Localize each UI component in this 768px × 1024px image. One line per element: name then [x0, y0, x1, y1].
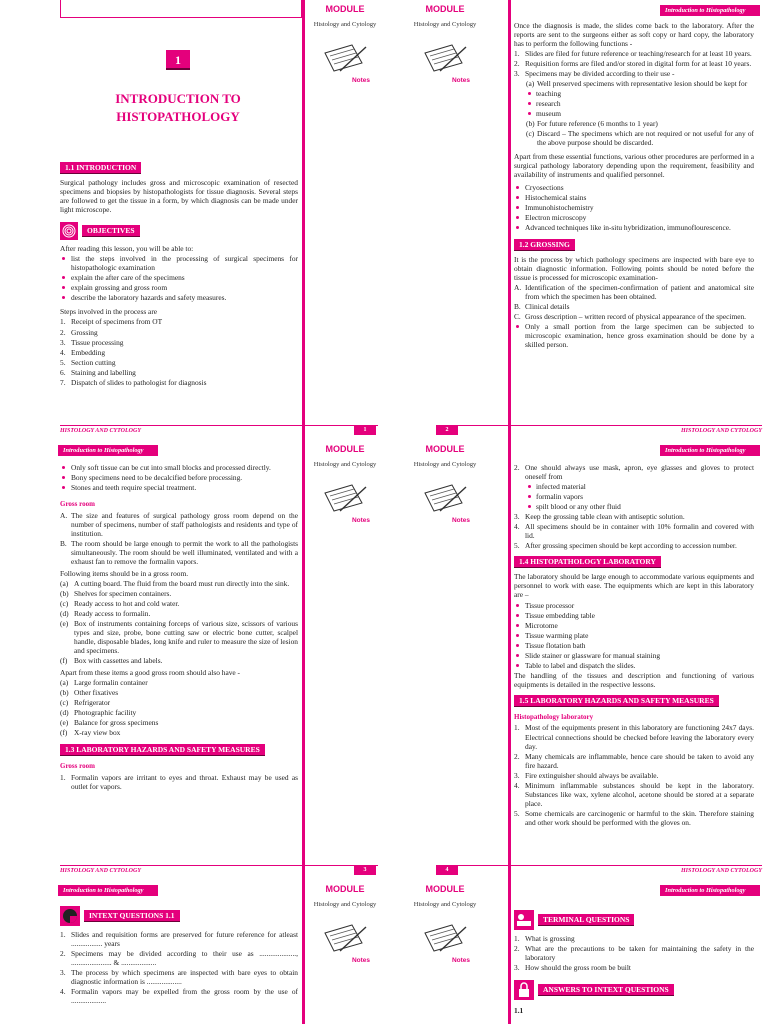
- list-item: [60, 609, 298, 618]
- side-panel: [306, 440, 384, 525]
- precautions-list: [514, 463, 754, 481]
- item-marker: 4.: [60, 347, 66, 357]
- item-text: After grossing specimen should be kept according to accession number.: [525, 541, 737, 551]
- item-text: Section cutting: [71, 357, 116, 367]
- item-text: Box of instruments containing forceps of various size, scissors of various types and size, probe, bone cutting saw or electric bone cutter, scalpel handle, disposable blades, long knife and ruler to measure the size of lesion and specimens.: [74, 618, 298, 656]
- list-item: [514, 312, 754, 321]
- module-label: MODULE: [325, 444, 365, 454]
- notes-icon: [422, 481, 468, 515]
- item-text: Balance for gross specimens: [74, 718, 159, 728]
- item-marker: 2.: [60, 327, 66, 337]
- notes-label: Notes: [451, 76, 470, 84]
- list-item: Tissue embedding table: [514, 611, 754, 620]
- list-item: Bony specimens need to be decalcified before processing.: [60, 473, 298, 482]
- item-marker: (d): [60, 608, 69, 618]
- module-subtitle: Histology and Cytology: [313, 20, 377, 28]
- list-item: [514, 512, 754, 521]
- steps-lead: Steps involved in the process are: [60, 307, 158, 317]
- notes-label: Notes: [351, 516, 370, 524]
- item-marker: C.: [514, 311, 521, 321]
- item-text: Shelves for specimen containers.: [74, 588, 172, 598]
- list-item: [60, 338, 298, 347]
- list-item: [60, 718, 298, 727]
- item-text: Other fixatives: [74, 688, 119, 698]
- footer-title: HISTOLOGY AND CYTOLOGY: [60, 428, 141, 434]
- section-heading: 1.4 HISTOPATHOLOGY LABORATORY: [514, 556, 661, 568]
- item-text: X-ray view box: [74, 728, 121, 738]
- grossing-points: [514, 283, 754, 321]
- intext-questions: [60, 930, 298, 1005]
- item-text: Grossing: [71, 327, 98, 337]
- grossing-note: [514, 322, 754, 349]
- item-text: Minimum inflammable substances should be kept in the laboratory. Substances like wax, xylene alcohol, acetone should be stored at a separate place.: [525, 780, 754, 808]
- module-subtitle: Histology and Cytology: [313, 900, 377, 908]
- item-marker: 2.: [514, 463, 520, 472]
- item-marker: 2.: [514, 944, 520, 954]
- item-text: Staining and labelling: [71, 367, 136, 377]
- item-marker: 2.: [60, 949, 66, 959]
- item-text: Keep the grossing table clean with antiseptic solution.: [525, 512, 685, 522]
- item-text: Ready access to hot and cold water.: [74, 598, 180, 608]
- apart-lead: Apart from these items a good gross room should also have -: [60, 668, 241, 678]
- list-item: [514, 752, 754, 770]
- list-item: teaching: [514, 89, 754, 98]
- list-item: [60, 688, 298, 697]
- hazard-list: 1. Formalin vapors are irritant to eyes and throat. Exhaust may be used as outlet for vapors.: [60, 773, 298, 792]
- use-list: (a) Well preserved specimens with representative lesion should be kept for: [526, 79, 748, 89]
- list-item: Histochemical stains: [514, 193, 754, 202]
- side-panel: [406, 880, 484, 965]
- item-marker: (c): [60, 698, 69, 708]
- page-footer: [436, 425, 762, 436]
- item-text: Some chemicals are carcinogenic or harmful to the skin. Therefore staining and other work should be performed with the gloves on.: [525, 808, 754, 827]
- list-item: Tissue flotation bath: [514, 641, 754, 650]
- item-marker: B.: [60, 538, 67, 548]
- item-text: Photographic facility: [74, 708, 137, 718]
- notes-label: Notes: [451, 516, 470, 524]
- list-item: [60, 317, 298, 326]
- following-lead: Following items should be in a gross room.: [60, 568, 189, 578]
- page-number: 1: [354, 425, 376, 435]
- list-item: describe the laboratory hazards and safety measures.: [60, 293, 298, 302]
- list-item: [60, 589, 298, 598]
- subheading: Gross room: [60, 500, 95, 509]
- item-text: Most of the equipments present in this laboratory are functioning 24x7 days. Electrical connections should be checked before leaving the laboratory every day.: [525, 723, 754, 751]
- item-marker: 3.: [60, 337, 66, 347]
- item-marker: 5.: [514, 541, 520, 551]
- item-marker: 1.: [514, 49, 520, 59]
- list-item: [60, 930, 298, 948]
- page-top-frame: [60, 0, 302, 18]
- terminal-questions-icon: [514, 910, 534, 930]
- running-header: Introduction to Histopathology: [660, 5, 760, 16]
- list-item: [514, 541, 754, 550]
- item-marker: 1.: [60, 930, 66, 939]
- small-portion-note: Only a small portion from the large specimen can be subjected to microscopic examination, hence gross examination should be done by a skilled person.: [514, 322, 754, 349]
- notes-icon: [322, 921, 368, 955]
- item-marker: (f): [60, 656, 68, 666]
- list-item: [514, 781, 754, 808]
- item-text: How should the gross room be built: [525, 963, 631, 973]
- item-marker: (b): [60, 688, 69, 698]
- notes-label: Notes: [351, 956, 370, 964]
- module-subtitle: Histology and Cytology: [413, 900, 477, 908]
- list-item: [60, 728, 298, 737]
- list-item: [514, 522, 754, 540]
- item-text: Box with cassettes and labels.: [74, 656, 163, 666]
- chapter-number: 1: [166, 50, 190, 70]
- list-item: [60, 511, 298, 538]
- gross-room-list: [60, 511, 298, 566]
- list-item: Immunohistochemistry: [514, 203, 754, 212]
- gross-room-extras: [60, 678, 298, 737]
- answers-icon: [514, 980, 534, 1000]
- list-item: [514, 463, 754, 481]
- item-marker: A.: [60, 510, 68, 520]
- list-item: [60, 708, 298, 717]
- list-item: Tissue processor: [514, 601, 754, 610]
- footer-title: HISTOLOGY AND CYTOLOGY: [681, 868, 762, 874]
- list-item: [60, 328, 298, 337]
- list-item: Stones and teeth require special treatment.: [60, 483, 298, 492]
- use-b: For future reference (6 months to 1 year): [537, 119, 658, 129]
- module-subtitle: Histology and Cytology: [413, 460, 477, 468]
- list-item: [60, 656, 298, 665]
- section-heading: 1.2 GROSSING: [514, 239, 575, 251]
- tissue-notes: [60, 463, 298, 492]
- item-marker: 1.: [60, 317, 66, 327]
- item-marker: (e): [60, 618, 69, 628]
- item-text: Receipt of specimens from OT: [71, 317, 163, 327]
- margin-bar: [508, 0, 511, 440]
- item-marker: 2.: [514, 59, 520, 69]
- margin-bar: [302, 440, 305, 880]
- item-text: A cutting board. The fluid from the board must run directly into the sink.: [74, 578, 290, 588]
- item-marker: 3.: [514, 963, 520, 973]
- footer-title: HISTOLOGY AND CYTOLOGY: [681, 428, 762, 434]
- module-subtitle: Histology and Cytology: [413, 20, 477, 28]
- item-marker: B.: [514, 301, 521, 311]
- item-text: What is grossing: [525, 934, 575, 943]
- page-2: [384, 0, 768, 440]
- item-marker: 6.: [60, 367, 66, 377]
- lab-paragraph: The laboratory should be large enough to accommodate various equipments and personnel to work with ease. The equipments which are kept in this laboratory are –: [514, 572, 754, 600]
- item-marker: 1.: [514, 934, 520, 943]
- page-1: [0, 0, 384, 440]
- item-text: Fire extinguisher should always be available.: [525, 770, 659, 780]
- notes-icon: [422, 41, 468, 75]
- item-text: The process by which specimens are inspected with bare eyes to obtain diagnostic information is ...................: [71, 968, 298, 987]
- list-item: [514, 963, 754, 972]
- item-marker: 3.: [514, 512, 520, 522]
- list-item: [60, 378, 298, 387]
- chapter-title: INTRODUCTION TO HISTOPATHOLOGY: [115, 91, 241, 124]
- list-item: [514, 934, 754, 943]
- list-item: museum: [514, 109, 754, 118]
- side-panel: [406, 440, 484, 525]
- list-item: [514, 771, 754, 780]
- functions-lead: Once the diagnosis is made, the slides come back to the laboratory. After the reports are sent to the surgeons either as soft copy or hard copy, the laboratory has to perform the following functions -: [514, 21, 754, 49]
- item-text: Ready access to formalin.: [74, 608, 151, 618]
- page-number: 4: [436, 865, 458, 875]
- item-text: Gross description – written record of physical appearance of the specimen.: [525, 311, 747, 321]
- running-header: Introduction to Histopathology: [660, 445, 760, 456]
- module-label: MODULE: [425, 444, 465, 454]
- item-text: Specimens may be divided according to their use as ...................., ...................... & ...................: [71, 949, 298, 968]
- list-item: research: [514, 99, 754, 108]
- objectives-heading: OBJECTIVES: [82, 225, 140, 237]
- list-item: [60, 619, 298, 655]
- list-item: [514, 809, 754, 827]
- list-item: Microtome: [514, 621, 754, 630]
- item-marker: (e): [60, 718, 69, 728]
- list-item: [60, 968, 298, 986]
- gross-room-items: [60, 579, 298, 665]
- list-item: [60, 358, 298, 367]
- item-marker: 7.: [60, 377, 66, 387]
- item-marker: 4.: [514, 522, 520, 532]
- list-item: [60, 368, 298, 377]
- answers-heading: ANSWERS TO INTEXT QUESTIONS: [538, 984, 674, 996]
- list-item: Table to label and dispatch the slides.: [514, 661, 754, 670]
- page-footer: [436, 865, 762, 876]
- protect-items: [514, 482, 754, 511]
- list-item: Slide stainer or glassware for manual staining: [514, 651, 754, 660]
- list-item: [60, 698, 298, 707]
- list-item: [514, 59, 754, 68]
- list-item: infected material: [514, 482, 754, 491]
- use-c: Discard – The specimens which are not required or not useful for any of the above purpose should be discarded.: [537, 129, 754, 148]
- handling-paragraph: The handling of the tissues and description and functioning of various equipments is detailed in the respective lessons.: [514, 670, 754, 689]
- list-item: [514, 944, 754, 962]
- notes-icon: [422, 921, 468, 955]
- list-item: [514, 723, 754, 750]
- item-text: Dispatch of slides to pathologist for diagnosis: [71, 377, 207, 387]
- item-text: Formalin vapors may be expelled from the gross room by the use of ...................: [71, 987, 298, 1006]
- precautions-list-2: [514, 512, 754, 550]
- item-text: Large formalin container: [74, 678, 148, 688]
- procedures-list: [514, 183, 754, 232]
- list-item: [514, 283, 754, 301]
- item-marker: 3.: [514, 69, 520, 79]
- grossing-paragraph: It is the process by which pathology specimens are inspected with bare eye to obtain diagnostic information. Following points should be noted before the tissue is processed for microscopic examination-: [514, 254, 754, 282]
- list-item: [60, 599, 298, 608]
- list-item: list the steps involved in the processing of surgical specimens for histopathologic examination: [60, 254, 298, 272]
- item-text: Slides are filed for future reference or teaching/research for at least 10 years.: [525, 49, 752, 59]
- running-header: Introduction to Histopathology: [58, 885, 158, 896]
- item-marker: (a): [60, 678, 69, 688]
- list-item: Electron microscopy: [514, 213, 754, 222]
- fingerprint-icon: [60, 222, 78, 240]
- item-marker: 5.: [514, 808, 520, 818]
- list-item: explain grossing and gross room: [60, 283, 298, 292]
- list-item: [514, 49, 754, 58]
- answers-section-number: 1.1: [514, 1006, 524, 1016]
- item-marker: 3.: [60, 968, 66, 978]
- use-list-2: (b) For future reference (6 months to 1 year) (c) Discard – The specimens which are not required or not useful for any of the above purpose should be discarded.: [526, 119, 754, 148]
- running-header: Introduction to Histopathology: [58, 445, 158, 456]
- item-marker: (d): [60, 708, 69, 718]
- item-text: Refrigerator: [74, 698, 111, 708]
- list-item: [60, 949, 298, 967]
- item-text: All specimens should be in container with 10% formalin and covered with lid.: [525, 522, 754, 541]
- apart-paragraph: Apart from these essential functions, various other procedures are performed in a surgical pathology laboratory depending upon the requirement, feasibility and availability of instruments and qualified personnel.: [514, 152, 754, 180]
- hazard-list: [514, 723, 754, 826]
- list-item: [60, 348, 298, 357]
- subheading: Histopathology laboratory: [514, 712, 594, 721]
- section-heading: 1.1 INTRODUCTION: [60, 162, 141, 174]
- side-panel: [406, 0, 484, 85]
- notes-label: Notes: [351, 76, 370, 84]
- list-item: [60, 539, 298, 566]
- intext-heading: INTEXT QUESTIONS 1.1: [84, 910, 180, 922]
- functions-list: [514, 49, 754, 78]
- list-item: formalin vapors: [514, 492, 754, 501]
- module-label: MODULE: [325, 884, 365, 894]
- list-item: [514, 69, 754, 78]
- page-3: [0, 440, 384, 880]
- item-marker: 4.: [514, 780, 520, 790]
- item-text: Identification of the specimen-confirmation of patient and anatomical site from which the specimen has been obtained.: [525, 282, 754, 301]
- item-marker: 5.: [60, 357, 66, 367]
- item-text: The room should be large enough to permit the work to all the pathologists simultaneously. The room should be well illuminated, ventilated and with a exhaust fan to remove the formalin vapors.: [71, 538, 298, 566]
- terminal-heading: TERMINAL QUESTIONS: [538, 914, 634, 926]
- running-header: Introduction to Histopathology: [660, 885, 760, 896]
- margin-bar: [508, 440, 511, 880]
- item-text: Tissue processing: [71, 337, 124, 347]
- list-item: [60, 579, 298, 588]
- terminal-questions: [514, 934, 754, 972]
- page-footer: [60, 865, 378, 876]
- page-number: 3: [354, 865, 376, 875]
- use-a: Well preserved specimens with representative lesion should be kept for: [537, 79, 748, 89]
- module-subtitle: Histology and Cytology: [313, 460, 377, 468]
- steps-list: [60, 317, 298, 386]
- module-label: MODULE: [425, 884, 465, 894]
- page-6: [384, 880, 768, 1024]
- objectives-lead: After reading this lesson, you will be able to:: [60, 244, 194, 254]
- item-marker: 3.: [514, 770, 520, 780]
- section-heading: 1.5 LABORATORY HAZARDS AND SAFETY MEASURES: [514, 695, 719, 707]
- footer-title: HISTOLOGY AND CYTOLOGY: [60, 868, 141, 874]
- subheading: Gross room: [60, 762, 95, 771]
- item-text: Embedding: [71, 347, 106, 357]
- margin-bar: [302, 880, 305, 1024]
- item-marker: A.: [514, 282, 522, 292]
- item-text: The size and features of surgical pathology gross room depend on the number of specimens, number of staff pathologists and residents and type of institution.: [71, 510, 298, 538]
- notes-label: Notes: [451, 956, 470, 964]
- module-label: MODULE: [325, 4, 365, 14]
- item-marker: (f): [60, 728, 68, 738]
- item-text: Many chemicals are inflammable, hence care should be taken to avoid any fire hazard.: [525, 751, 754, 770]
- side-panel: [306, 880, 384, 965]
- list-item: [514, 302, 754, 311]
- objectives-list: [60, 254, 298, 302]
- item-text: Slides and requisition forms are preserved for future reference for atleast ................. years: [71, 930, 298, 949]
- page-footer: [60, 425, 378, 436]
- side-panel: [306, 0, 384, 85]
- item-text: Specimens may be divided according to their use -: [525, 69, 675, 79]
- use-a-items: [514, 89, 754, 118]
- list-item: Tissue warming plate: [514, 631, 754, 640]
- page-5: [0, 880, 384, 1024]
- notes-icon: [322, 481, 368, 515]
- item-text: What are the precautions to be taken for maintaining the safety in the laboratory: [525, 944, 754, 963]
- item-marker: (a): [60, 578, 69, 588]
- item-text: Requisition forms are filed and/or stored in digital form for at least 10 years.: [525, 59, 752, 69]
- item-marker: 2.: [514, 751, 520, 761]
- item-marker: 4.: [60, 987, 66, 997]
- hazard-item: Formalin vapors are irritant to eyes and throat. Exhaust may be used as outlet for vapors.: [71, 773, 298, 792]
- equipment-list: [514, 601, 754, 670]
- page-4: [384, 440, 768, 880]
- page-number: 2: [436, 425, 458, 435]
- list-item: Cryosections: [514, 183, 754, 192]
- module-label: MODULE: [425, 4, 465, 14]
- item-marker: (c): [60, 598, 69, 608]
- item-marker: (b): [60, 588, 69, 598]
- item-text: Clinical details: [525, 301, 570, 311]
- list-item: explain the after care of the specimens: [60, 273, 298, 282]
- list-item: [60, 678, 298, 687]
- item-text: One should always use mask, apron, eye glasses and gloves to protect oneself from: [525, 463, 754, 482]
- list-item: Advanced techniques like in-situ hybridization, immunoflourescence.: [514, 223, 754, 232]
- margin-bar: [302, 0, 305, 440]
- list-item: Only soft tissue can be cut into small blocks and processed directly.: [60, 463, 298, 472]
- list-item: [60, 987, 298, 1005]
- intext-questions-icon: [60, 906, 80, 926]
- intro-paragraph: Surgical pathology includes gross and microscopic examination of resected specimens and biopsies by histopathologists for tissue diagnosis. Several steps are followed to get the tissue in a form, by which diagnosis can be made under light microscope.: [60, 178, 298, 215]
- list-item: spilt blood or any other fluid: [514, 502, 754, 511]
- item-marker: 1.: [514, 723, 520, 733]
- section-heading: 1.3 LABORATORY HAZARDS AND SAFETY MEASURES: [60, 744, 265, 756]
- margin-bar: [508, 880, 511, 1024]
- notes-icon: [322, 41, 368, 75]
